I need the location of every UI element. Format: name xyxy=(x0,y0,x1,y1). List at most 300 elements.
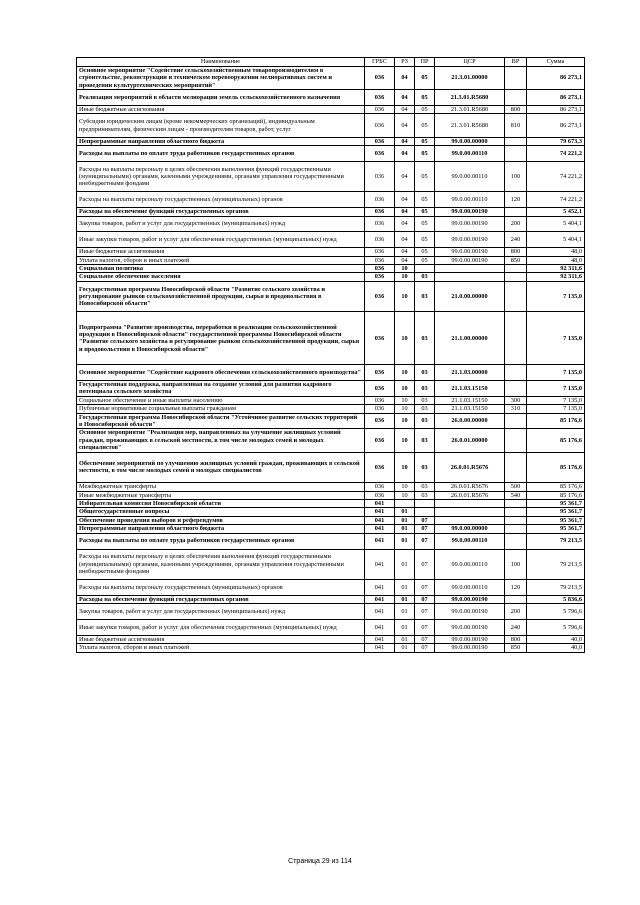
column-header-name: Наименование xyxy=(77,58,365,67)
column-header-rz: РЗ xyxy=(395,58,415,67)
row-pr-cell: 03 xyxy=(415,483,435,491)
row-pr-cell: 05 xyxy=(415,216,435,232)
row-vr-cell xyxy=(505,365,527,381)
table-row xyxy=(77,525,585,533)
row-name-cell: Субсидии юридическим лицам (кроме некоммерческих организаций), индивидуальным предпринимателям, физическим лицам - производителям товаров, работ, услуг xyxy=(77,114,365,137)
table-row xyxy=(77,312,585,365)
row-name-cell: Общегосударственные вопросы xyxy=(77,508,365,516)
row-sum-cell: 85 176,6 xyxy=(527,413,585,429)
row-pr-cell: 07 xyxy=(415,549,435,580)
row-rz-cell: 10 xyxy=(395,312,415,365)
row-vr-cell: 240 xyxy=(505,232,527,248)
row-csr-cell: 99.0.00.00190 xyxy=(435,256,505,264)
row-rz-cell: 10 xyxy=(395,365,415,381)
row-sum-cell: 79 213,5 xyxy=(527,549,585,580)
row-rz-cell: 01 xyxy=(395,604,415,620)
row-rz-cell: 04 xyxy=(395,137,415,145)
row-grbs-cell: 036 xyxy=(365,248,395,256)
row-name-cell: Закупка товаров, работ и услуг для государственных (муниципальных) нужд xyxy=(77,216,365,232)
row-grbs-cell: 036 xyxy=(365,256,395,264)
row-pr-cell xyxy=(415,500,435,508)
row-rz-cell: 04 xyxy=(395,216,415,232)
row-vr-cell xyxy=(505,533,527,549)
row-vr-cell xyxy=(505,595,527,603)
row-sum-cell: 86 273,1 xyxy=(527,90,585,106)
row-grbs-cell: 036 xyxy=(365,114,395,137)
row-csr-cell xyxy=(435,516,505,524)
table-row xyxy=(77,500,585,508)
row-csr-cell: 21.1.03.15150 xyxy=(435,396,505,404)
row-sum-cell: 85 176,6 xyxy=(527,483,585,491)
row-pr-cell: 03 xyxy=(415,365,435,381)
row-pr-cell xyxy=(415,508,435,516)
table-row xyxy=(77,146,585,162)
row-rz-cell: 01 xyxy=(395,516,415,524)
row-name-cell: Основное мероприятие "Содействие кадрового обеспечения сельскохозяйственного производства" xyxy=(77,365,365,381)
row-rz-cell: 04 xyxy=(395,90,415,106)
row-pr-cell: 07 xyxy=(415,580,435,596)
row-rz-cell: 10 xyxy=(395,396,415,404)
row-vr-cell: 540 xyxy=(505,491,527,499)
row-name-cell: Расходы на обеспечение функций государственных органов xyxy=(77,595,365,603)
row-pr-cell: 03 xyxy=(415,491,435,499)
row-rz-cell: 10 xyxy=(395,405,415,413)
row-pr-cell: 07 xyxy=(415,516,435,524)
row-csr-cell: 26.0.01.00000 xyxy=(435,429,505,452)
row-rz-cell: 04 xyxy=(395,256,415,264)
row-name-cell: Обеспечение мероприятий по улучшению жилищных условий граждан, проживающих в сельской местности, в том числе молодых семей и молодых специалистов xyxy=(77,452,365,483)
row-name-cell: Расходы на обеспечение функций государственных органов xyxy=(77,208,365,216)
row-csr-cell: 99.0.00.00110 xyxy=(435,192,505,208)
table-row xyxy=(77,396,585,404)
row-pr-cell: 05 xyxy=(415,208,435,216)
row-grbs-cell: 041 xyxy=(365,533,395,549)
table-row xyxy=(77,620,585,636)
row-vr-cell: 850 xyxy=(505,256,527,264)
row-sum-cell: 95 361,7 xyxy=(527,516,585,524)
table-row xyxy=(77,516,585,524)
row-vr-cell xyxy=(505,312,527,365)
row-sum-cell: 7 135,0 xyxy=(527,365,585,381)
table-row xyxy=(77,90,585,106)
row-csr-cell: 99.0.00.00000 xyxy=(435,525,505,533)
row-rz-cell: 04 xyxy=(395,67,415,90)
row-sum-cell: 7 135,0 xyxy=(527,312,585,365)
column-header-grbs: ГРБС xyxy=(365,58,395,67)
row-vr-cell xyxy=(505,516,527,524)
row-grbs-cell: 041 xyxy=(365,595,395,603)
row-rz-cell: 01 xyxy=(395,525,415,533)
column-header-vr: ВР xyxy=(505,58,527,67)
row-vr-cell: 850 xyxy=(505,644,527,652)
row-sum-cell: 40,0 xyxy=(527,644,585,652)
row-csr-cell: 21.3.01.R5680 xyxy=(435,90,505,106)
row-csr-cell: 99.0.00.00190 xyxy=(435,604,505,620)
row-grbs-cell: 036 xyxy=(365,281,395,312)
row-name-cell: Уплата налогов, сборов и иных платежей xyxy=(77,644,365,652)
row-vr-cell: 120 xyxy=(505,580,527,596)
row-pr-cell: 03 xyxy=(415,281,435,312)
row-vr-cell: 800 xyxy=(505,248,527,256)
row-grbs-cell: 036 xyxy=(365,216,395,232)
row-grbs-cell: 036 xyxy=(365,137,395,145)
row-name-cell: Государственная поддержка, направленная на создание условий для развития кадрового потенциала сельского хозяйства xyxy=(77,381,365,397)
row-csr-cell: 26.0.01.R5676 xyxy=(435,491,505,499)
row-pr-cell: 05 xyxy=(415,161,435,192)
table-row xyxy=(77,580,585,596)
row-grbs-cell: 036 xyxy=(365,429,395,452)
row-vr-cell xyxy=(505,508,527,516)
row-rz-cell: 04 xyxy=(395,208,415,216)
row-vr-cell: 200 xyxy=(505,604,527,620)
table-row xyxy=(77,413,585,429)
table-row xyxy=(77,644,585,652)
row-pr-cell: 07 xyxy=(415,595,435,603)
row-pr-cell: 03 xyxy=(415,273,435,281)
row-csr-cell: 21.3.01.R5680 xyxy=(435,106,505,114)
row-pr-cell: 07 xyxy=(415,525,435,533)
row-grbs-cell: 036 xyxy=(365,106,395,114)
row-name-cell: Социальная политика xyxy=(77,265,365,273)
row-vr-cell: 240 xyxy=(505,620,527,636)
row-sum-cell: 95 361,7 xyxy=(527,508,585,516)
row-sum-cell: 74 221,2 xyxy=(527,146,585,162)
row-sum-cell: 5 796,6 xyxy=(527,604,585,620)
row-grbs-cell: 036 xyxy=(365,413,395,429)
table-row xyxy=(77,67,585,90)
row-sum-cell: 74 221,2 xyxy=(527,192,585,208)
table-row xyxy=(77,114,585,137)
column-header-csr: ЦСР xyxy=(435,58,505,67)
row-csr-cell: 99.0.00.00190 xyxy=(435,216,505,232)
row-csr-cell: 99.0.00.00110 xyxy=(435,549,505,580)
row-csr-cell xyxy=(435,265,505,273)
row-csr-cell: 99.0.00.00110 xyxy=(435,580,505,596)
row-sum-cell: 85 176,6 xyxy=(527,452,585,483)
row-csr-cell: 21.1.00.00000 xyxy=(435,312,505,365)
table-row xyxy=(77,161,585,192)
row-csr-cell: 26.0.00.00000 xyxy=(435,413,505,429)
row-vr-cell: 300 xyxy=(505,396,527,404)
row-rz-cell: 10 xyxy=(395,273,415,281)
row-rz-cell: 01 xyxy=(395,620,415,636)
row-grbs-cell: 041 xyxy=(365,635,395,643)
row-rz-cell: 01 xyxy=(395,508,415,516)
row-csr-cell xyxy=(435,500,505,508)
row-name-cell: Иные закупки товаров, работ и услуг для обеспечения государственных (муниципальных) нужд xyxy=(77,232,365,248)
table-row xyxy=(77,256,585,264)
row-csr-cell: 99.0.00.00190 xyxy=(435,595,505,603)
row-csr-cell: 99.0.00.00190 xyxy=(435,208,505,216)
row-grbs-cell: 036 xyxy=(365,232,395,248)
row-rz-cell: 01 xyxy=(395,644,415,652)
row-csr-cell: 99.0.00.00190 xyxy=(435,620,505,636)
row-rz-cell: 10 xyxy=(395,381,415,397)
row-name-cell: Расходы на выплаты персоналу государственных (муниципальных) органов xyxy=(77,192,365,208)
row-pr-cell: 07 xyxy=(415,635,435,643)
row-sum-cell: 5 836,6 xyxy=(527,595,585,603)
row-rz-cell: 04 xyxy=(395,192,415,208)
row-grbs-cell: 036 xyxy=(365,312,395,365)
row-vr-cell xyxy=(505,381,527,397)
row-vr-cell xyxy=(505,281,527,312)
budget-table xyxy=(76,57,585,653)
row-pr-cell: 03 xyxy=(415,452,435,483)
row-rz-cell: 04 xyxy=(395,232,415,248)
row-sum-cell: 95 361,7 xyxy=(527,500,585,508)
row-vr-cell xyxy=(505,525,527,533)
row-sum-cell: 85 176,6 xyxy=(527,429,585,452)
column-header-pr: ПР xyxy=(415,58,435,67)
row-grbs-cell: 036 xyxy=(365,483,395,491)
row-sum-cell: 5 452,1 xyxy=(527,208,585,216)
row-pr-cell: 03 xyxy=(415,429,435,452)
row-name-cell: Подпрограмма "Развитие производства, переработки и реализации сельскохозяйственной продукции в Новосибирской области" государственной программы Новосибирской области "Развитие сельского хозяйства и регулирование рынков сельскохозяйственной продукции, сырья и продовольствия в Новосибирской области" xyxy=(77,312,365,365)
row-name-cell: Основное мероприятие "Содействие сельскохозяйственным товаропроизводителям в строительстве, реконструкции и техническом перевооружении мелиоративных систем и проведении культуртехнических мероприятий" xyxy=(77,67,365,90)
row-csr-cell: 26.0.01.R5676 xyxy=(435,452,505,483)
table-row xyxy=(77,635,585,643)
table-row xyxy=(77,265,585,273)
row-pr-cell: 07 xyxy=(415,620,435,636)
row-name-cell: Основное мероприятие "Реализация мер, направленных на улучшение жилищных условий граждан, проживающих в сельской местности, в том числе молодых семей и молодых специалистов" xyxy=(77,429,365,452)
row-grbs-cell: 041 xyxy=(365,644,395,652)
row-grbs-cell: 036 xyxy=(365,365,395,381)
row-name-cell: Непрограммные направления областного бюджета xyxy=(77,525,365,533)
row-vr-cell xyxy=(505,146,527,162)
row-name-cell: Обеспечение проведения выборов и референдумов xyxy=(77,516,365,524)
table-row xyxy=(77,281,585,312)
table-row xyxy=(77,216,585,232)
row-csr-cell: 21.1.03.15150 xyxy=(435,405,505,413)
row-rz-cell: 04 xyxy=(395,146,415,162)
row-grbs-cell: 036 xyxy=(365,67,395,90)
row-sum-cell: 74 221,2 xyxy=(527,161,585,192)
row-csr-cell: 21.1.03.00000 xyxy=(435,365,505,381)
row-pr-cell xyxy=(415,265,435,273)
row-name-cell: Непрограммные направления областного бюджета xyxy=(77,137,365,145)
table-row xyxy=(77,491,585,499)
row-sum-cell: 92 311,6 xyxy=(527,273,585,281)
table-row xyxy=(77,208,585,216)
row-grbs-cell: 041 xyxy=(365,500,395,508)
table-row xyxy=(77,452,585,483)
table-row xyxy=(77,533,585,549)
row-vr-cell: 100 xyxy=(505,161,527,192)
row-name-cell: Расходы на выплаты по оплате труда работников государственных органов xyxy=(77,146,365,162)
row-rz-cell: 10 xyxy=(395,265,415,273)
row-name-cell: Избирательная комиссия Новосибирской области xyxy=(77,500,365,508)
row-pr-cell: 07 xyxy=(415,604,435,620)
row-csr-cell: 21.1.03.15150 xyxy=(435,381,505,397)
row-pr-cell: 05 xyxy=(415,248,435,256)
row-sum-cell: 86 273,1 xyxy=(527,106,585,114)
row-name-cell: Расходы на выплаты персоналу в целях обеспечения выполнения функций государственными (муниципальными) органами, казенными учреждениями, органами управления государственными внебюджетными фондами xyxy=(77,549,365,580)
row-rz-cell: 10 xyxy=(395,491,415,499)
row-csr-cell: 99.0.00.00190 xyxy=(435,248,505,256)
row-csr-cell: 99.0.00.00000 xyxy=(435,137,505,145)
row-name-cell: Закупка товаров, работ и услуг для государственных (муниципальных) нужд xyxy=(77,604,365,620)
row-grbs-cell: 041 xyxy=(365,604,395,620)
row-name-cell: Уплата налогов, сборов и иных платежей xyxy=(77,256,365,264)
row-vr-cell: 500 xyxy=(505,483,527,491)
row-grbs-cell: 036 xyxy=(365,452,395,483)
row-rz-cell: 10 xyxy=(395,281,415,312)
table-row xyxy=(77,232,585,248)
row-csr-cell: 99.0.00.00190 xyxy=(435,635,505,643)
row-sum-cell: 7 135,0 xyxy=(527,281,585,312)
row-rz-cell: 04 xyxy=(395,106,415,114)
row-pr-cell: 05 xyxy=(415,146,435,162)
row-grbs-cell: 036 xyxy=(365,146,395,162)
row-sum-cell: 7 135,0 xyxy=(527,381,585,397)
row-rz-cell xyxy=(395,500,415,508)
row-rz-cell: 10 xyxy=(395,452,415,483)
row-name-cell: Расходы на выплаты по оплате труда работников государственных органов xyxy=(77,533,365,549)
row-csr-cell: 99.0.00.00110 xyxy=(435,146,505,162)
row-sum-cell: 7 135,0 xyxy=(527,405,585,413)
row-pr-cell: 05 xyxy=(415,192,435,208)
row-pr-cell: 05 xyxy=(415,137,435,145)
row-vr-cell: 800 xyxy=(505,635,527,643)
row-csr-cell: 21.3.01.R5680 xyxy=(435,114,505,137)
row-grbs-cell: 036 xyxy=(365,161,395,192)
row-sum-cell: 85 176,6 xyxy=(527,491,585,499)
row-csr-cell: 26.0.01.R5676 xyxy=(435,483,505,491)
row-grbs-cell: 036 xyxy=(365,491,395,499)
row-sum-cell: 5 404,1 xyxy=(527,216,585,232)
row-name-cell: Социальное обеспечение и иные выплаты населению xyxy=(77,396,365,404)
row-sum-cell: 79 213,5 xyxy=(527,533,585,549)
row-vr-cell xyxy=(505,413,527,429)
table-header-row xyxy=(77,58,585,67)
row-sum-cell: 79 673,3 xyxy=(527,137,585,145)
row-csr-cell: 99.0.00.00190 xyxy=(435,232,505,248)
row-pr-cell: 03 xyxy=(415,405,435,413)
row-csr-cell: 21.0.00.00000 xyxy=(435,281,505,312)
row-sum-cell: 40,0 xyxy=(527,635,585,643)
row-sum-cell: 7 135,0 xyxy=(527,396,585,404)
row-pr-cell: 05 xyxy=(415,256,435,264)
row-name-cell: Социальное обеспечение населения xyxy=(77,273,365,281)
row-sum-cell: 79 213,5 xyxy=(527,580,585,596)
row-csr-cell: 21.3.01.00000 xyxy=(435,67,505,90)
row-vr-cell: 310 xyxy=(505,405,527,413)
row-grbs-cell: 036 xyxy=(365,396,395,404)
row-vr-cell xyxy=(505,67,527,90)
row-rz-cell: 04 xyxy=(395,248,415,256)
row-pr-cell: 03 xyxy=(415,312,435,365)
row-rz-cell: 01 xyxy=(395,635,415,643)
row-name-cell: Иные бюджетные ассигнования xyxy=(77,248,365,256)
row-grbs-cell: 041 xyxy=(365,525,395,533)
row-name-cell: Расходы на выплаты персоналу в целях обеспечения выполнения функций государственными (муниципальными) органами, казенными учреждениями, органами управления государственными внебюджетными фондами xyxy=(77,161,365,192)
row-csr-cell xyxy=(435,508,505,516)
row-grbs-cell: 036 xyxy=(365,192,395,208)
column-header-sum: Сумма xyxy=(527,58,585,67)
row-name-cell: Расходы на выплаты персоналу государственных (муниципальных) органов xyxy=(77,580,365,596)
row-vr-cell xyxy=(505,273,527,281)
table-row xyxy=(77,508,585,516)
row-grbs-cell: 041 xyxy=(365,620,395,636)
row-vr-cell xyxy=(505,265,527,273)
row-sum-cell: 95 361,7 xyxy=(527,525,585,533)
row-vr-cell xyxy=(505,500,527,508)
row-name-cell: Реализация мероприятий в области мелиорации земель сельскохозяйственного назначения xyxy=(77,90,365,106)
row-grbs-cell: 036 xyxy=(365,273,395,281)
row-rz-cell: 10 xyxy=(395,429,415,452)
row-csr-cell xyxy=(435,273,505,281)
row-pr-cell: 07 xyxy=(415,533,435,549)
row-pr-cell: 05 xyxy=(415,232,435,248)
table-row xyxy=(77,273,585,281)
row-sum-cell: 86 273,1 xyxy=(527,67,585,90)
row-name-cell: Иные бюджетные ассигнования xyxy=(77,106,365,114)
row-grbs-cell: 041 xyxy=(365,549,395,580)
row-csr-cell: 99.0.00.00190 xyxy=(435,644,505,652)
row-rz-cell: 01 xyxy=(395,595,415,603)
row-name-cell: Иные бюджетные ассигнования xyxy=(77,635,365,643)
table-row xyxy=(77,192,585,208)
row-name-cell: Государственная программа Новосибирской области "Устойчивое развитие сельских территорий в Новосибирской области" xyxy=(77,413,365,429)
table-row xyxy=(77,365,585,381)
row-pr-cell: 03 xyxy=(415,396,435,404)
row-rz-cell: 10 xyxy=(395,413,415,429)
row-sum-cell: 86 273,1 xyxy=(527,114,585,137)
table-body xyxy=(77,67,585,653)
row-pr-cell: 05 xyxy=(415,106,435,114)
row-grbs-cell: 036 xyxy=(365,90,395,106)
row-vr-cell: 100 xyxy=(505,549,527,580)
row-pr-cell: 07 xyxy=(415,644,435,652)
row-vr-cell: 800 xyxy=(505,106,527,114)
row-vr-cell: 120 xyxy=(505,192,527,208)
row-sum-cell: 92 311,6 xyxy=(527,265,585,273)
table-row xyxy=(77,429,585,452)
row-grbs-cell: 036 xyxy=(365,381,395,397)
row-sum-cell: 5 796,6 xyxy=(527,620,585,636)
table-row xyxy=(77,137,585,145)
row-grbs-cell: 041 xyxy=(365,508,395,516)
table-row xyxy=(77,604,585,620)
table-row xyxy=(77,595,585,603)
row-rz-cell: 10 xyxy=(395,483,415,491)
row-pr-cell: 05 xyxy=(415,114,435,137)
row-sum-cell: 5 404,1 xyxy=(527,232,585,248)
row-name-cell: Публичные нормативные социальные выплаты гражданам xyxy=(77,405,365,413)
row-vr-cell xyxy=(505,429,527,452)
row-rz-cell: 01 xyxy=(395,549,415,580)
table-row xyxy=(77,549,585,580)
row-name-cell: Иные межбюджетные трансферты xyxy=(77,491,365,499)
row-name-cell: Межбюджетные трансферты xyxy=(77,483,365,491)
row-rz-cell: 04 xyxy=(395,161,415,192)
row-vr-cell xyxy=(505,137,527,145)
table-row xyxy=(77,248,585,256)
row-grbs-cell: 036 xyxy=(365,405,395,413)
row-csr-cell: 99.0.00.00110 xyxy=(435,533,505,549)
row-name-cell: Иные закупки товаров, работ и услуг для обеспечения государственных (муниципальных) нужд xyxy=(77,620,365,636)
row-pr-cell: 05 xyxy=(415,90,435,106)
table-row xyxy=(77,483,585,491)
row-vr-cell xyxy=(505,452,527,483)
row-vr-cell: 810 xyxy=(505,114,527,137)
row-grbs-cell: 036 xyxy=(365,265,395,273)
row-grbs-cell: 041 xyxy=(365,580,395,596)
page-footer: Страница 29 из 114 xyxy=(288,858,352,865)
row-rz-cell: 01 xyxy=(395,533,415,549)
row-vr-cell xyxy=(505,208,527,216)
row-rz-cell: 01 xyxy=(395,580,415,596)
